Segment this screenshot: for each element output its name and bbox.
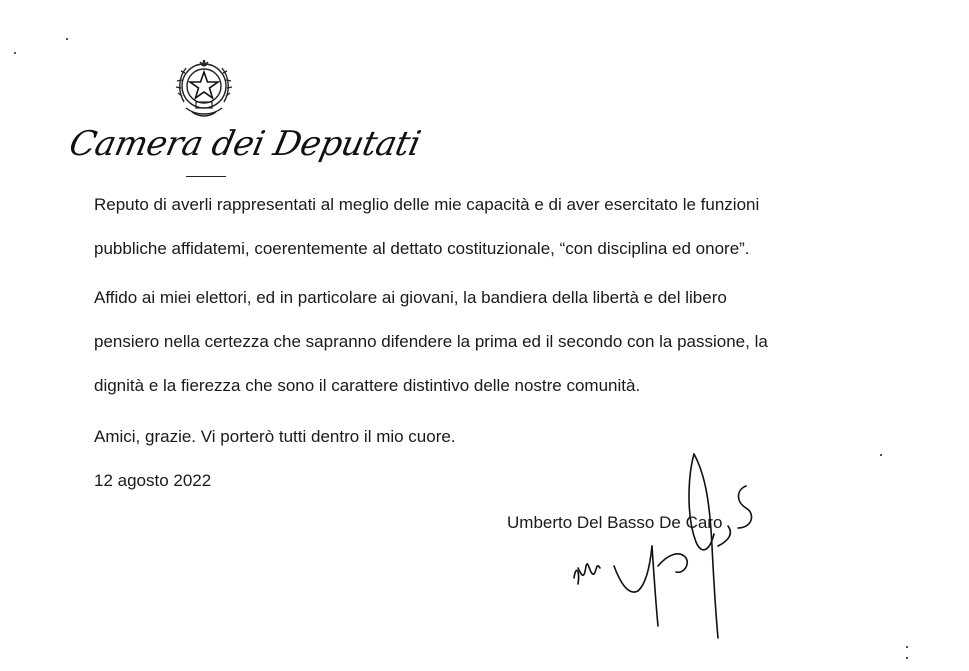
scan-speck [906,657,908,659]
paragraph-3 [94,415,894,459]
italian-republic-emblem-icon [172,56,236,122]
handwritten-signature-icon [560,446,770,646]
paragraph-1 [94,183,894,271]
header-divider [186,176,226,177]
paragraph-line: dignità e la fierezza che sono il carattere distintivo delle nostre comunità. [94,376,641,395]
signer-name: Umberto Del Basso De Caro [507,513,723,532]
paragraph-line: pensiero nella certezza che sapranno difendere la prima ed il secondo con la passione, la [94,332,768,351]
letter-date: 12 agosto 2022 [94,471,212,490]
scan-speck [880,454,882,456]
institution-title: Camera dei Deputati [65,124,424,164]
scan-speck [906,646,908,648]
scan-speck [14,52,16,54]
paragraph-line: Reputo di averli rappresentati al meglio delle mie capacità e di aver esercitato le funzioni [94,195,760,214]
paragraph-line: pubbliche affidatemi, coerentemente al dettato costituzionale, “con disciplina ed onore”. [94,239,750,258]
scan-speck [66,38,68,40]
paragraph-line: Amici, grazie. Vi porterò tutti dentro il mio cuore. [94,427,456,446]
paragraph-2 [94,276,894,408]
paragraph-line: Affido ai miei elettori, ed in particolare ai giovani, la bandiera della libertà e del libero [94,288,727,307]
